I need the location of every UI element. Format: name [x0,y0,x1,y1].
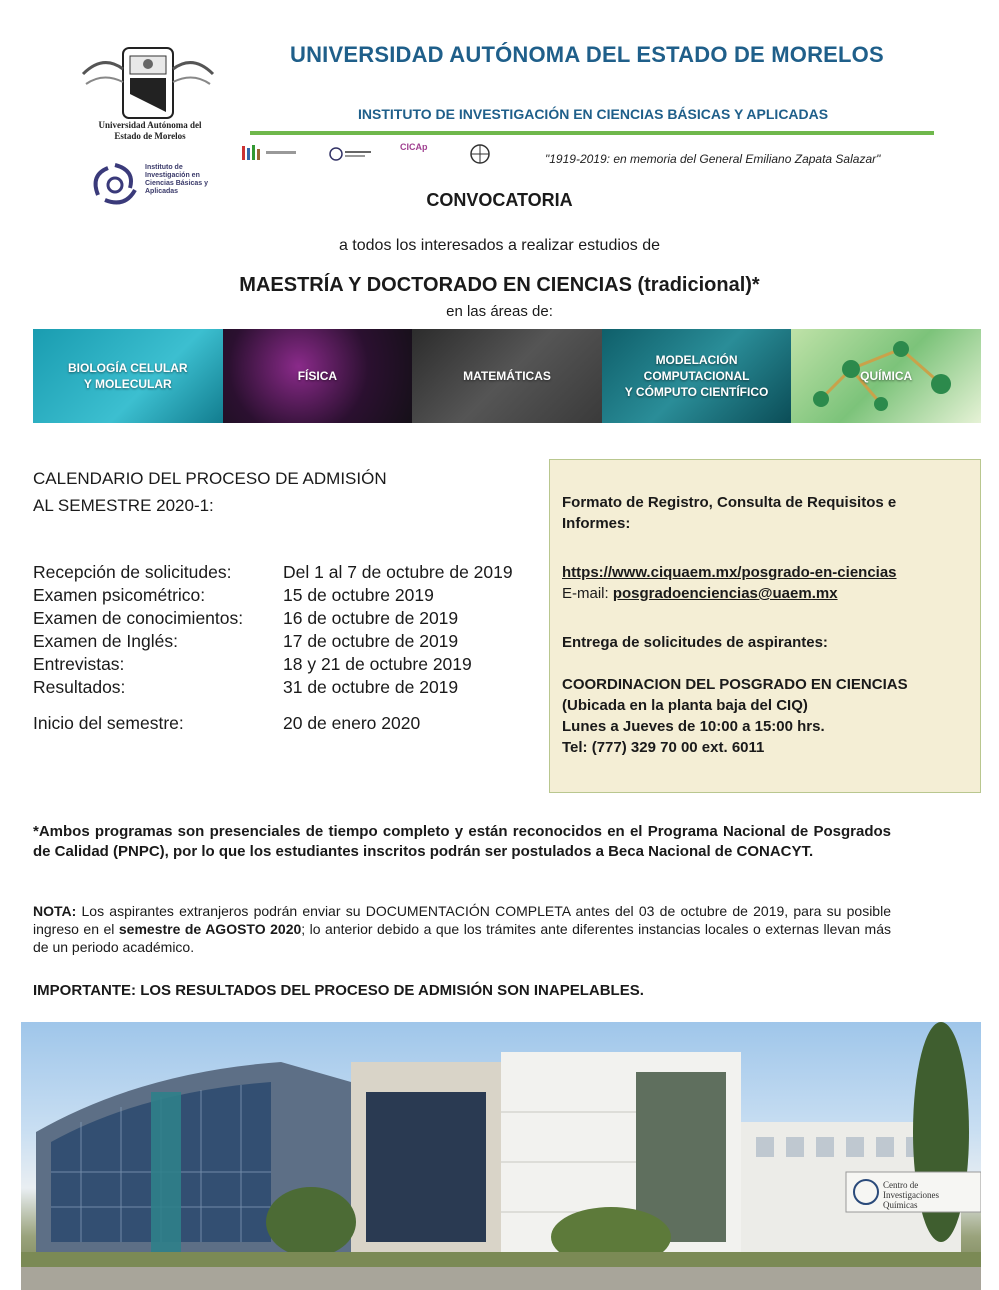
calendar-row [33,712,548,735]
program-title: MAESTRÍA Y DOCTORADO EN CIENCIAS (tradicional)* [239,274,760,296]
nota-label: NOTA: [33,903,77,919]
area-quimica-label: QUÍMICA [860,369,913,383]
areas-label: en las áreas de: [446,303,553,320]
nota-text-2: ; lo anterior debido a que los trámites ante diferentes instancias locales o externas llevan más de un periodo académico. [33,921,891,955]
calendar-row [33,607,548,630]
coordination-name: COORDINACION DEL POSGRADO EN CIENCIAS [562,676,908,693]
calendar-title-line-1: CALENDARIO DEL PROCESO DE ADMISIÓN [33,469,387,488]
institute-title: INSTITUTO DE INVESTIGACIÓN EN CIENCIAS BÁSICAS Y APLICADAS [358,106,829,122]
area-matematicas-label: MATEMÁTICAS [463,369,551,383]
partner-logo-4-icon [468,142,492,166]
university-caption-line-2: Estado de Morelos [114,131,186,141]
programs-note: *Ambos programas son presenciales de tiempo completo y están reconocidos en el Programa Nacional de Posgrados de Calidad (PNPC), por lo que los estudiantes inscritos podrán ser postulados a Beca Nacional de CONACYT. [33,823,891,860]
sign-line-2: Investigaciones [883,1190,939,1200]
partner-logo-cicap: CICAp [400,142,428,152]
calendar-row [33,653,548,676]
calendar-row [33,630,548,653]
institute-logo-text: Instituto de Investigación en Ciencias Básicas y Aplicadas [145,164,209,195]
calendar-row [33,676,548,699]
area-quimica [791,329,981,423]
area-biologia [33,329,223,423]
calendar-value: 31 de octubre de 2019 [283,677,459,697]
areas-banner [33,329,981,423]
calendar-value: 15 de octubre 2019 [283,585,434,605]
entrega-heading: Entrega de solicitudes de aspirantes: [562,634,828,651]
email-label: E-mail: [562,585,613,602]
calendar-value: Del 1 al 7 de octubre de 2019 [283,562,513,582]
location-text: (Ubicada en la planta baja del CIQ) [562,697,808,714]
area-matematicas [412,329,602,423]
calendar-value: 16 de octubre de 2019 [283,608,459,628]
calendar-label: Resultados: [33,677,126,697]
sign-line-3: Químicas [883,1200,918,1210]
schedule-text: Lunes a Jueves de 10:00 a 15:00 hrs. [562,718,825,735]
email-link[interactable]: posgradoenciencias@uaem.mx [612,585,838,602]
nota-bold: semestre de AGOSTO 2020 [118,921,302,937]
calendar-row [33,584,548,607]
memorial-slogan: "1919-2019: en memoria del General Emiliano Zapata Salazar" [545,152,881,166]
calendar-row [33,561,548,584]
header-divider [250,131,934,135]
calendar-table [33,561,548,735]
calendar-label: Examen de Inglés: [33,631,178,651]
area-modelacion [602,329,792,423]
phone-text: Tel: (777) 329 70 00 ext. 6011 [562,739,765,756]
building-illustration-icon [21,1022,981,1290]
calendar-value: 17 de octubre de 2019 [283,631,459,651]
calendar-label: Examen de conocimientos: [33,608,244,628]
area-modelacion-line-1: MODELACIÓN [655,353,738,367]
partner-logo-1-icon [240,142,300,166]
partner-logo-2-icon [328,142,374,166]
foreign-applicants-note [33,902,891,956]
invite-text: a todos los interesados a realizar estudios de [338,237,661,254]
building-photo [21,1022,981,1290]
calendar-label: Inicio del semestre: [33,713,184,733]
important-notice: IMPORTANTE: LOS RESULTADOS DEL PROCESO DE ADMISIÓN SON INAPELABLES. [33,982,644,999]
registro-heading: Formato de Registro, Consulta de Requisitos e Informes: [562,494,897,532]
area-fisica [223,329,413,423]
university-title: UNIVERSIDAD AUTÓNOMA DEL ESTADO DE MORELOS [290,42,884,67]
calendar-label: Examen psicométrico: [33,585,206,605]
area-modelacion-line-3: Y CÓMPUTO CIENTÍFICO [624,385,769,399]
nota-text-1: Los aspirantes extranjeros podrán enviar su DOCUMENTACIÓN COMPLETA antes del 03 de octubre de 2019, para su posible ingreso en el [33,903,891,937]
calendar-value: 18 y 21 de octubre 2019 [283,654,472,674]
partner-logos [240,140,500,170]
calendar-value: 20 de enero 2020 [283,713,421,733]
university-caption-line-1: Universidad Autónoma del [98,120,202,130]
calendar-label: Entrevistas: [33,654,125,674]
website-link[interactable]: https://www.ciquaem.mx/posgrado-en-ciencias [562,564,897,581]
area-biologia-line-2: Y MOLECULAR [83,377,172,391]
convocatoria-heading: CONVOCATORIA [426,190,573,210]
area-modelacion-line-2: COMPUTACIONAL [643,369,750,383]
university-caption [70,120,230,142]
building-sign-text [883,1180,981,1210]
info-box [549,459,981,793]
area-biologia-line-1: BIOLOGÍA CELULAR [68,361,188,375]
university-crest-logo [78,44,218,124]
calendar-label: Recepción de solicitudes: [33,562,232,582]
calendar-title [33,465,387,519]
email-line [562,583,968,604]
calendar-title-line-2: AL SEMESTRE 2020-1: [33,496,214,515]
sign-line-1: Centro de [883,1180,919,1190]
area-fisica-label: FÍSICA [297,369,338,383]
